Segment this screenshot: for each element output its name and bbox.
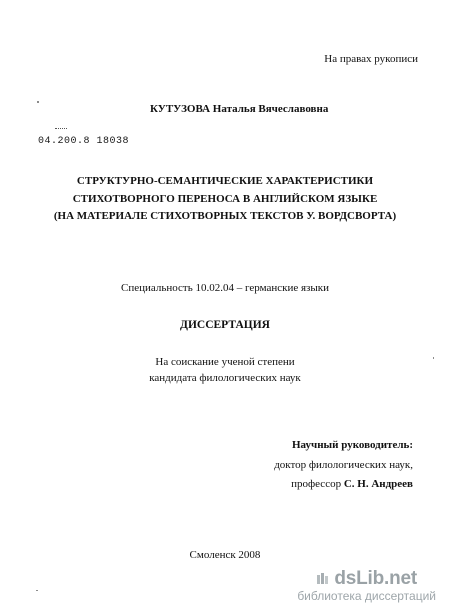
city-year: Смоленск 2008 — [189, 549, 261, 561]
watermark — [297, 569, 436, 603]
advisor-name: С. Н. Андреев — [343, 478, 413, 490]
watermark-subtitle: библиотека диссертаций — [297, 589, 436, 603]
document-type: ДИССЕРТАЦИЯ — [180, 319, 270, 331]
author-name: КУТУЗОВА Наталья Вячеславовна — [150, 103, 329, 115]
advisor-degree: доктор филологических наук, — [274, 459, 413, 471]
degree-line-1: На соискание ученой степени — [155, 356, 295, 368]
title-line-2: СТИХОТВОРНОГО ПЕРЕНОСА В АНГЛИЙСКОМ ЯЗЫКЕ — [72, 193, 378, 205]
advisor-title-name — [291, 478, 413, 490]
library-stamp-number: 04.200.8 18038 — [38, 136, 130, 147]
degree-line-2: кандидата филологических наук — [149, 372, 301, 384]
scan-speck — [37, 101, 39, 103]
watermark-name: dsLib.net — [334, 568, 417, 589]
advisor-title: профессор — [291, 478, 344, 490]
advisor-heading: Научный руководитель: — [292, 439, 413, 451]
scan-speck — [433, 357, 434, 359]
dslib-logo-icon — [316, 572, 330, 586]
title-line-3: (НА МАТЕРИАЛЕ СТИХОТВОРНЫХ ТЕКСТОВ У. ВОРДСВОРТА) — [53, 210, 397, 222]
rights-note: На правах рукописи — [324, 53, 418, 65]
scan-speck — [36, 590, 38, 591]
stamp-mark — [55, 128, 67, 131]
specialty: Специальность 10.02.04 – германские языки — [121, 282, 329, 294]
title-line-1: СТРУКТУРНО-СЕМАНТИЧЕСКИЕ ХАРАКТЕРИСТИКИ — [76, 175, 374, 187]
